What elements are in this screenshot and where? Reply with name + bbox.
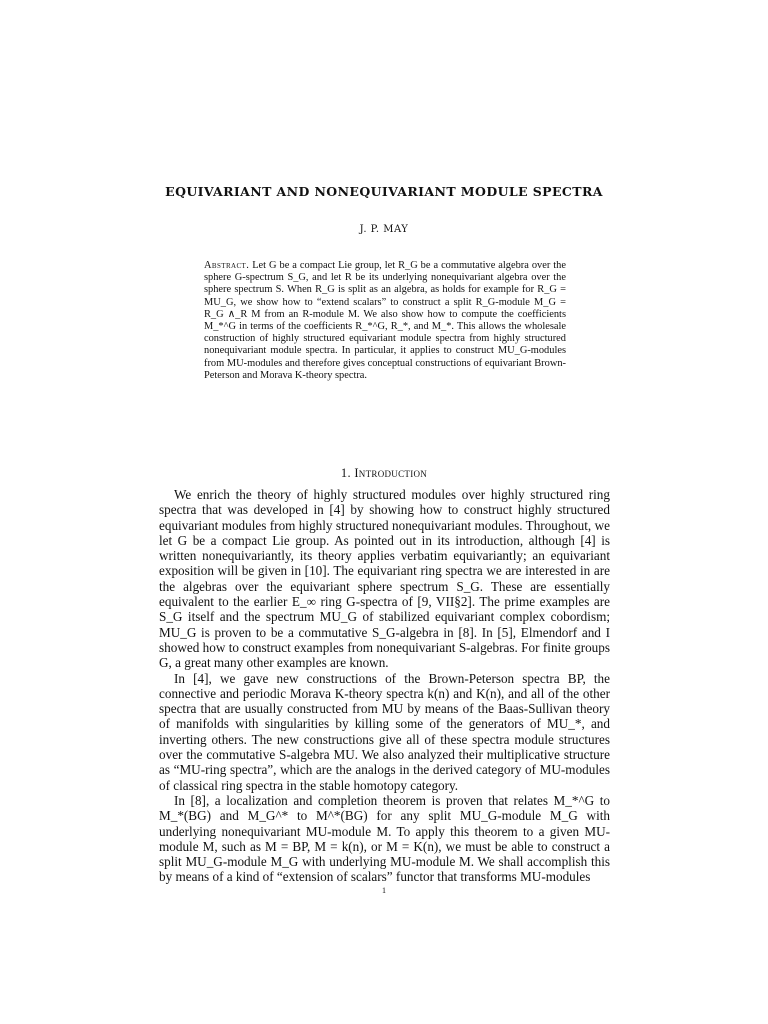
page-number: 1 bbox=[382, 886, 386, 895]
abstract bbox=[204, 260, 566, 382]
paragraph: In [8], a localization and completion theorem is proven that relates M_*^G to M_*(BG) and M_G^* to M^*(BG) for any split MU_G-module M_G with underlying nonequivariant MU-module M. To apply this theorem to a given MU-module M, such as M = BP, M = k(n), or M = K(n), we must be able to construct a split MU_G-module M_G with underlying MU-module M. We shall accomplish this by means of a kind of “extension of scalars” functor that transforms MU-modules bbox=[159, 792, 610, 885]
abstract-label: Abstract. bbox=[204, 260, 250, 271]
paper-title: EQUIVARIANT AND NONEQUIVARIANT MODULE SPECTRA bbox=[165, 184, 603, 199]
paragraph: We enrich the theory of highly structured modules over highly structured ring spectra that was developed in [4] by showing how to construct highly structured equivariant modules from highly structured nonequivariant modules. Throughout, we let G be a compact Lie group. As pointed out in its introduction, although [4] is written nonequivariantly, its theory applies verbatim equivariantly; an equivariant exposition will be given in [10]. The equivariant ring spectra we are interested in are the algebras over the equivariant sphere spectrum S_G. These are essentially equivalent to the earlier E_∞ ring G-spectra of [9, VII§2]. The prime examples are S_G itself and the spectrum MU_G of stabilized equivariant complex cobordism; MU_G is proven to be a commutative S_G-algebra in [8]. In [5], Elmendorf and I showed how to construct examples from nonequivariant S-algebras. For finite groups G, a great many other examples are known. bbox=[159, 487, 610, 671]
section-number: 1. bbox=[340, 466, 351, 480]
author: J. P. MAY bbox=[359, 224, 409, 235]
abstract-text: Let G be a compact Lie group, let R_G be a commutative algebra over the sphere G-spectrum S_G, and let R be its underlying nonequivariant algebra over the sphere spectrum S. When R_G is split as an algebra, as holds for example for R_G = MU_G, we show how to “extend scalars” to construct a split R_G-module M_G = R_G ∧_R M from an R-module M. We also show how to compute the coefficients M_*^G in terms of the coefficients R_*^G, R_*, and M_*. This allows the wholesale construction of highly structured equivariant module spectra from highly structured nonequivariant module spectra. In particular, it applies to construct MU_G-modules from MU-modules and therefore gives conceptual constructions of equivariant Brown-Peterson and Morava K-theory spectra. bbox=[204, 260, 566, 381]
body-text bbox=[159, 487, 610, 885]
section-title: Introduction bbox=[354, 466, 428, 480]
paragraph: In [4], we gave new constructions of the Brown-Peterson spectra BP, the connective and periodic Morava K-theory spectra k(n) and K(n), and all of the other spectra that are usually constructed from MU by means of the Baas-Sullivan theory of manifolds with singularities by killing some of the generators of MU_*, and inverting others. The new constructions give all of these spectra module structures over the commutative S-algebra MU. We also analyzed their multiplicative structure as “MU-ring spectra”, which are the analogs in the derived category of MU-modules of classical ring spectra in the stable homotopy category. bbox=[159, 670, 610, 793]
section-heading bbox=[0, 466, 768, 481]
